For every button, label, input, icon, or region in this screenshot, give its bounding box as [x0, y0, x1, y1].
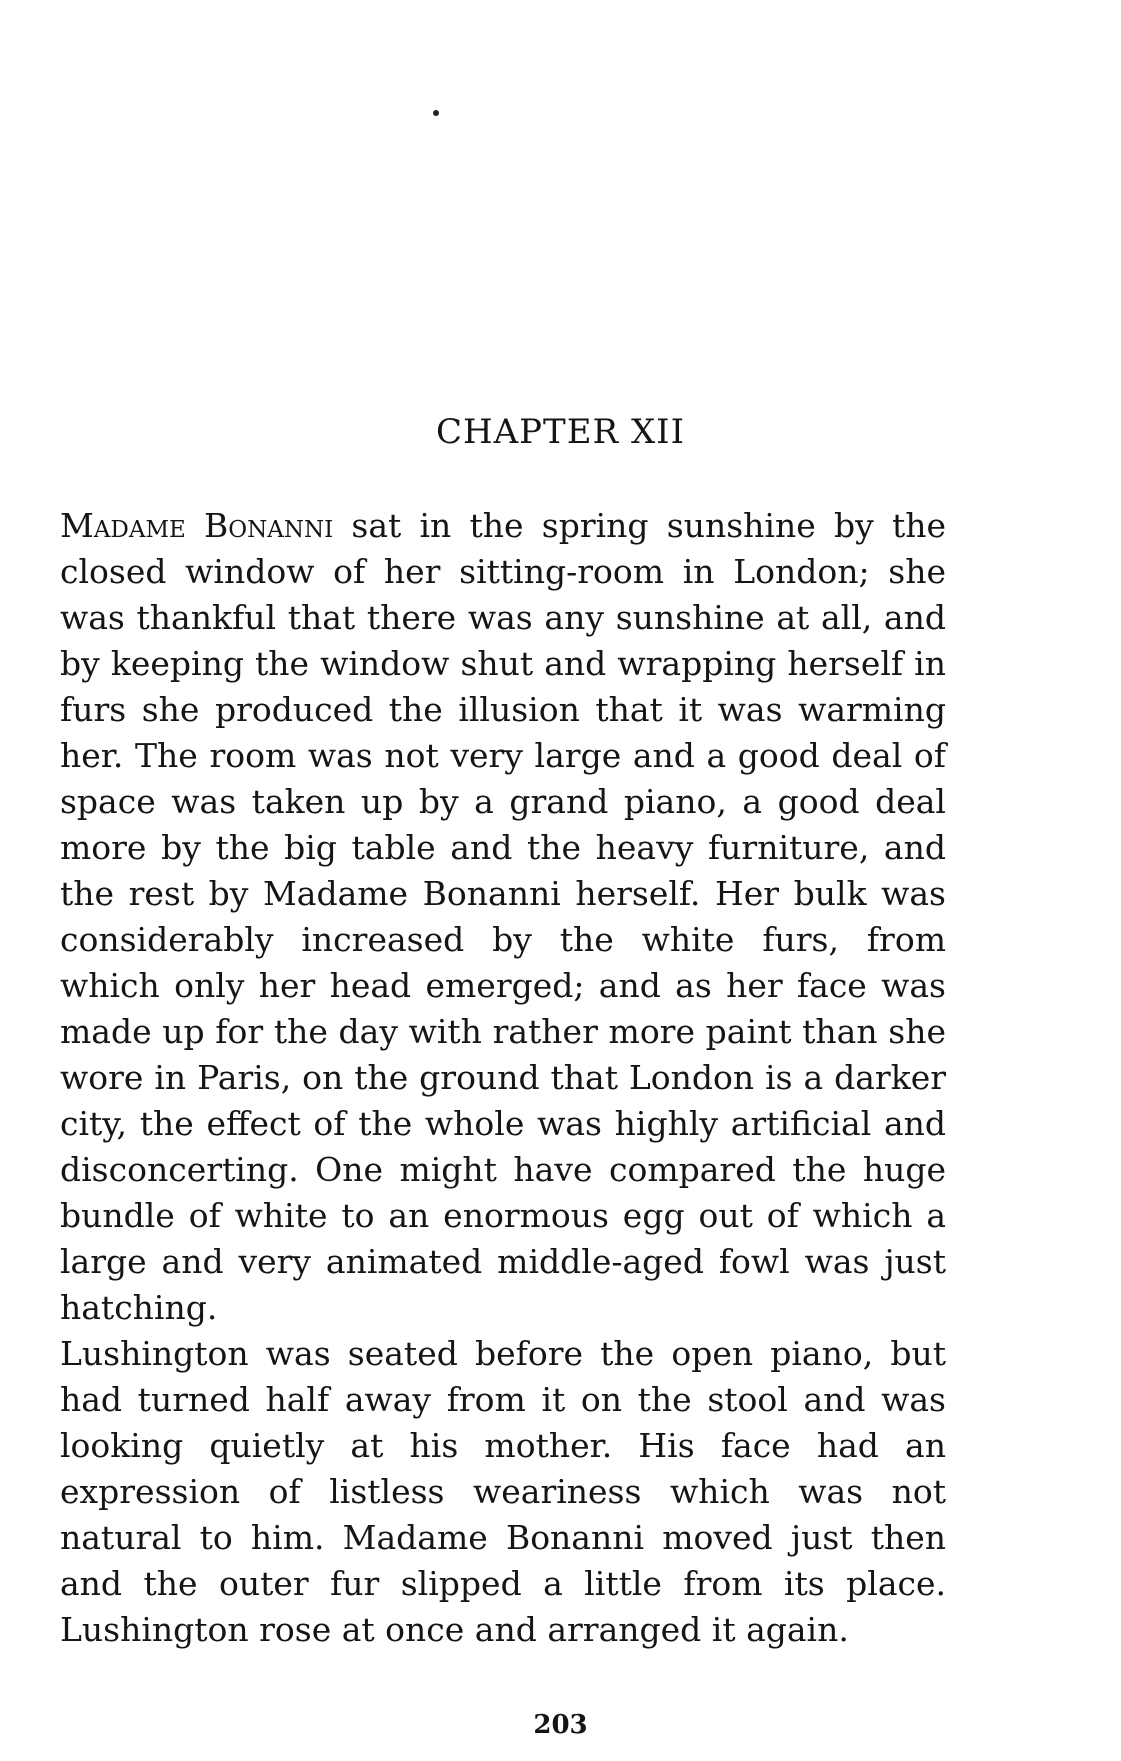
paragraph-2 [60, 1331, 946, 1653]
page-number: 203 [533, 1710, 588, 1740]
paragraph-1-text: sat in the spring sunshine by the closed window of her sitting-room in London; she was thankful that there was any sunshine at all, and by keeping the window shut and wrapping herself in furs she produced the illusion that it was warming her. The room was not very large and a good deal of space was taken up by a grand piano, a good deal more by the big table and the heavy furniture, and the rest by Madame Bonanni herself. Her bulk was considerably increased by the white furs, from which only her head emerged; and as her face was made up for the day with rather more paint than she wore in Paris, on the ground that London is a darker city, the effect of the whole was highly artificial and disconcerting. One might have compared the huge bundle of white to an enormous egg out of which a large and very animated middle-aged fowl was just hatching. [60, 506, 946, 1327]
paragraph-1-lead: Madame Bonanni [60, 506, 334, 545]
paragraph-1 [60, 503, 946, 1331]
body-text [60, 503, 946, 1653]
chapter-title: CHAPTER XII [435, 412, 686, 452]
ink-speck [433, 110, 439, 116]
paragraph-2-text: Lushington was seated before the open piano, but had turned half away from it on the stool and was looking quietly at his mother. His face had an expression of listless weariness which was not natural to him. Madame Bonanni moved just then and the outer fur slipped a little from its place. Lushington rose at once and arranged it again. [60, 1334, 946, 1649]
